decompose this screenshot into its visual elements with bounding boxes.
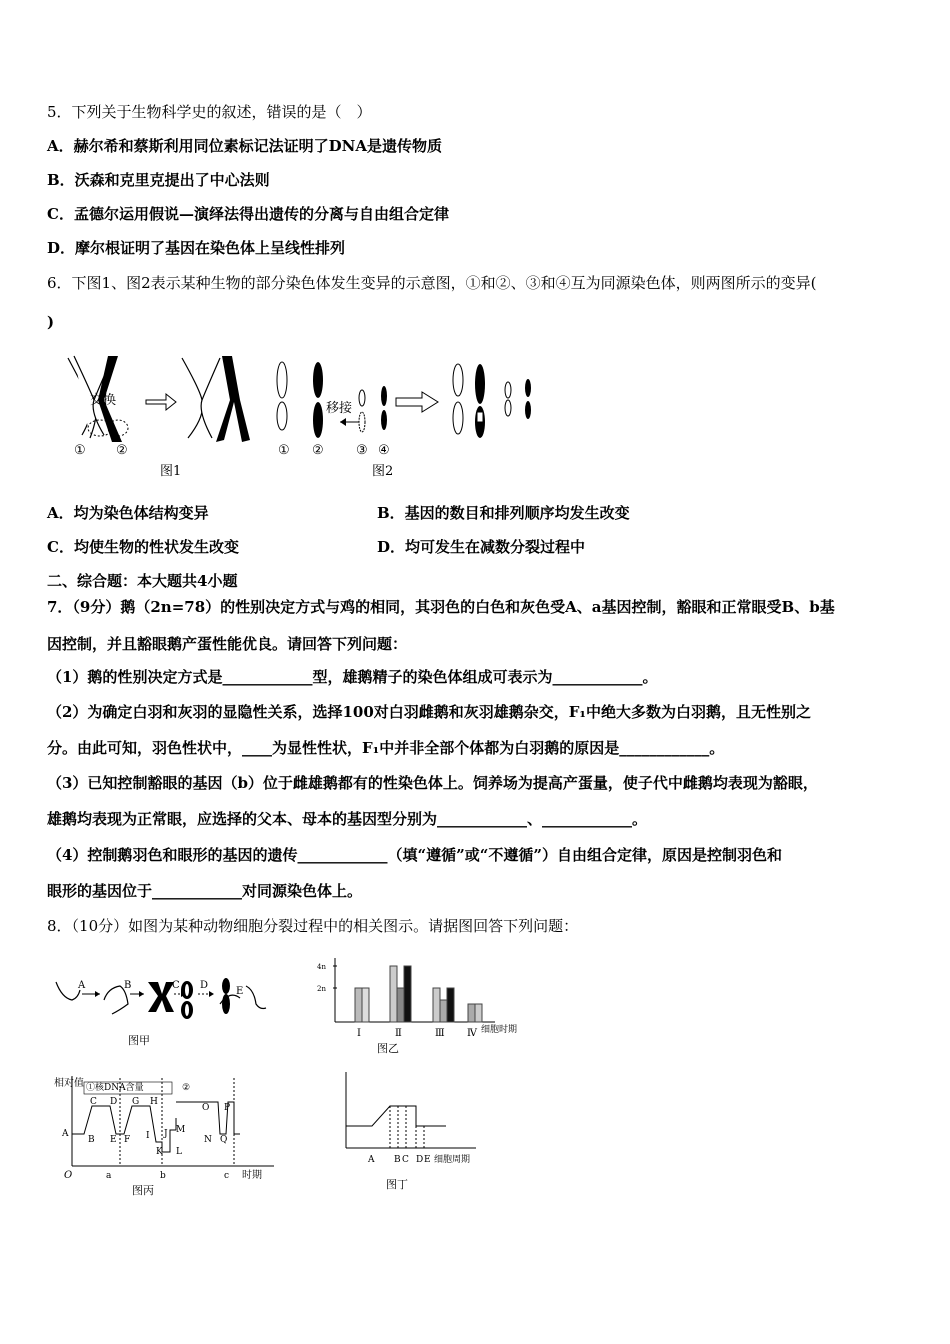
bing-pt-e: E [110,1135,117,1145]
yi-bar-2b [397,988,404,1022]
yi-ylabel-2n: 2n [317,985,326,993]
q5-option-c: C．孟德尔运用假说—演绎法得出遗传的分离与自由组合定律 [47,205,449,223]
fig2-num-4: ④ [378,443,390,458]
bing-pt-o: O [202,1103,210,1113]
q6-stem-line1: 6．下图1、图2表示某种生物的部分染色体发生变异的示意图，①和②、③和④互为同源染色体，则两图所示的变异( [47,274,817,292]
chromosome-figure [60,350,560,485]
figure-ding [336,1068,496,1198]
bing-mark-a: a [106,1171,112,1181]
q6-option-c: C．均使生物的性状发生改变 [47,538,239,556]
bing-pt-q: Q [220,1135,228,1145]
jia-label-a: A [78,980,86,991]
fig2-num-1: ① [278,443,290,458]
yi-bar-4b [475,1004,482,1022]
figure-bing [52,1070,282,1200]
yi-cat-2: Ⅱ [395,1028,402,1039]
bing-ylabel: 相对值 [54,1078,84,1089]
ding-tick-b: B [394,1155,401,1165]
bing-caption: 图丙 [132,1184,154,1197]
q7-part2b: 分。由此可知，羽色性状中，____为显性性状，F₁中并非全部个体都为白羽鹅的原因是____________。 [47,739,725,757]
bing-legend-2: ② [182,1083,191,1093]
ding-tick-d: D [416,1155,424,1165]
fig1-num-1: ① [74,443,86,458]
yi-bar-1b [362,988,369,1022]
yi-bar-3b [440,1000,447,1022]
yi-bar-4a [468,1004,475,1022]
bing-pt-k: K [156,1147,163,1157]
ding-xlabel: 细胞周期 [434,1155,471,1165]
bing-pt-g: G [132,1097,140,1107]
yi-bar-3c [447,988,454,1022]
bing-pt-c: C [90,1097,97,1107]
q7-line1: 7．（9分）鹅（2n=78）的性别决定方式与鸡的相同，其羽色的白色和灰色受A、a基因控制，豁眼和正常眼受B、b基 [47,598,835,616]
ding-caption: 图丁 [386,1178,408,1191]
bing-pt-f: F [124,1135,131,1145]
yi-cat-4: Ⅳ [467,1028,477,1039]
yi-bar-3a [433,988,440,1022]
ding-tick-c: C [402,1155,409,1165]
bing-pt-i: I [146,1131,150,1141]
bing-pt-m: M [176,1125,186,1135]
yi-bar-2c [404,966,411,1022]
jia-caption: 图甲 [128,1034,150,1047]
bing-pt-d: D [110,1097,118,1107]
yi-cat-3: Ⅲ [435,1028,445,1039]
ding-tick-e: E [424,1155,431,1165]
fig1-num-2: ② [116,443,128,458]
yi-bar-2a [390,966,397,1022]
q5-option-d: D．摩尔根证明了基因在染色体上呈线性排列 [47,239,346,257]
jia-label-e: E [236,986,244,997]
yi-ylabel-4n: 4n [317,963,326,971]
q7-part4a: （4）控制鹅羽色和眼形的基因的遗传____________（填“遵循”或“不遵循”）自由组合定律，原因是控制羽色和 [47,846,782,864]
bing-pt-h: H [150,1097,158,1107]
q7-part1: （1）鹅的性别决定方式是____________型，雄鹅精子的染色体组成可表示为____________。 [47,668,658,686]
q5-option-a: A．赫尔希和蔡斯利用同位素标记法证明了DNA是遗传物质 [47,137,442,155]
q6-option-b: B．基因的数目和排列顺序均发生改变 [377,504,630,522]
bing-xlabel: 时期 [242,1170,262,1181]
bing-mark-c: c [224,1171,230,1181]
q5-stem: 5．下列关于生物科学史的叙述，错误的是（ ） [47,103,372,121]
q6-stem-line2: ) [47,313,55,331]
q8-stem: 8．（10分）如图为某种动物细胞分裂过程中的相关图示。请据图回答下列问题： [47,917,579,935]
yi-bar-1a [355,988,362,1022]
figure-jia [50,960,280,1055]
fig2-caption: 图2 [372,464,394,479]
fig2-num-2: ② [312,443,324,458]
yi-xlabel: 细胞时期 [481,1025,518,1035]
q6-option-d: D．均可发生在减数分裂过程中 [377,538,586,556]
bing-legend-1: ①核DNA含量 [86,1083,144,1093]
q7-line2: 因控制，并且豁眼鹅产蛋性能优良。请回答下列问题： [47,635,408,653]
bing-pt-n: N [204,1135,212,1145]
ding-tick-a: A [368,1155,375,1165]
figure-yi [315,952,535,1062]
bing-pt-j: J [164,1129,168,1139]
bing-pt-p: P [224,1103,231,1113]
fig1-caption: 图1 [160,464,182,479]
label-transfer: 移接 [326,401,353,416]
label-exchange: 交换 [90,393,117,408]
bing-pt-l: L [176,1147,182,1157]
bing-pt-a: A [62,1129,69,1139]
q6-option-a: A．均为染色体结构变异 [47,504,209,522]
jia-label-b: B [124,980,132,991]
q7-part3b: 雄鹅均表现为正常眼，应选择的父本、母本的基因型分别为____________、____________。 [47,810,648,828]
yi-cat-1: Ⅰ [357,1028,361,1039]
bing-mark-b: b [160,1171,166,1181]
bing-origin: O [64,1170,73,1181]
bing-pt-b: B [88,1135,95,1145]
jia-label-d: D [200,980,209,991]
section-2-heading: 二、综合题：本大题共4小题 [47,572,238,590]
q7-part4b: 眼形的基因位于____________对同源染色体上。 [47,882,363,900]
q5-option-b: B．沃森和克里克提出了中心法则 [47,171,270,189]
fig2-num-3: ③ [356,443,368,458]
yi-caption: 图乙 [377,1042,399,1055]
q7-part2a: （2）为确定白羽和灰羽的显隐性关系，选择100对白羽雌鹅和灰羽雄鹅杂交，F₁中绝大多数为白羽鹅，且无性别之 [47,703,811,721]
jia-label-c: C [172,980,180,991]
q7-part3a: （3）已知控制豁眼的基因（b）位于雌雄鹅都有的性染色体上。饲养场为提高产蛋量，使子代中雌鹅均表现为豁眼， [47,774,818,792]
